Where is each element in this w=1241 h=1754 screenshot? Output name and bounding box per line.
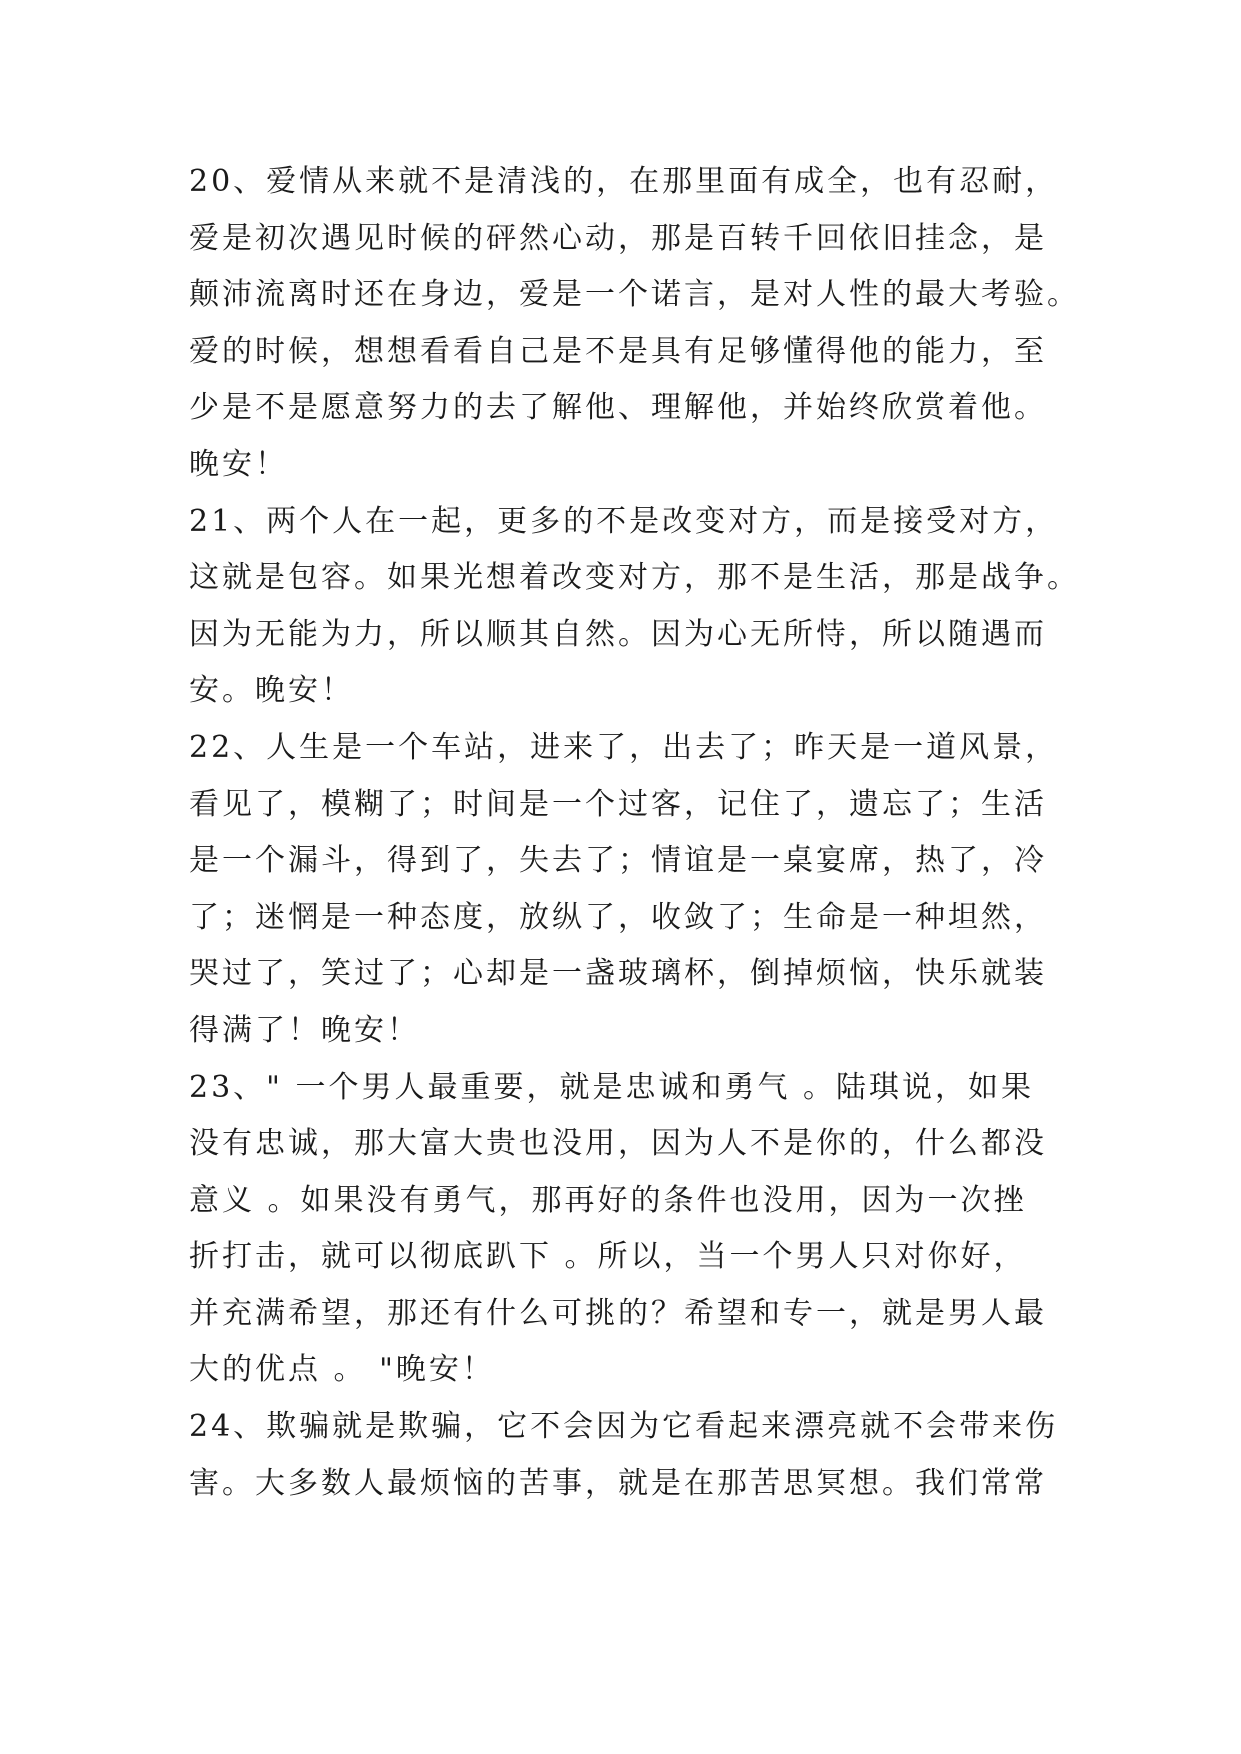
text-line: 了；迷惘是一种态度，放纵了，收敛了；生命是一种坦然， xyxy=(189,899,1047,935)
text-line: 24、欺骗就是欺骗，它不会因为它看起来漂亮就不会带来伤 xyxy=(189,1409,1059,1445)
document-body xyxy=(189,154,1080,1512)
text-line: 23、" 一个男人最重要，就是忠诚和勇气 。陆琪说，如果 xyxy=(189,1069,1035,1105)
text-line: 意义 。如果没有勇气，那再好的条件也没用，因为一次挫 xyxy=(189,1182,1027,1218)
text-line: 晚安！ xyxy=(189,446,288,482)
text-line: 爱是初次遇见时候的砰然心动，那是百转千回依旧挂念，是 xyxy=(189,220,1047,256)
text-line: 得满了！晚安！ xyxy=(189,1012,420,1048)
text-line: 21、两个人在一起，更多的不是改变对方，而是接受对方， xyxy=(189,503,1059,539)
text-line: 看见了，模糊了；时间是一个过客，记住了，遗忘了；生活 xyxy=(189,786,1047,822)
text-line: 少是不是愿意努力的去了解他、理解他，并始终欣赏着他。 xyxy=(189,390,1047,426)
text-line: 折打击，就可以彻底趴下 。所以，当一个男人只对你好， xyxy=(189,1239,1027,1275)
text-line: 22、人生是一个车站，进来了，出去了；昨天是一道风景， xyxy=(189,729,1059,765)
text-line: 这就是包容。如果光想着改变对方，那不是生活，那是战争。 xyxy=(189,560,1080,596)
text-line: 颠沛流离时还在身边，爱是一个诺言，是对人性的最大考验。 xyxy=(189,277,1080,313)
text-line: 是一个漏斗，得到了，失去了；情谊是一桌宴席，热了，冷 xyxy=(189,843,1047,879)
text-line: 大的优点 。 "晚安！ xyxy=(189,1352,495,1388)
text-line: 并充满希望，那还有什么可挑的？希望和专一，就是男人最 xyxy=(189,1295,1047,1331)
text-line: 没有忠诚，那大富大贵也没用，因为人不是你的，什么都没 xyxy=(189,1126,1047,1162)
text-line: 因为无能为力，所以顺其自然。因为心无所恃，所以随遇而 xyxy=(189,616,1047,652)
text-line: 20、爱情从来就不是清浅的，在那里面有成全，也有忍耐， xyxy=(189,164,1059,199)
text-line: 安。晚安！ xyxy=(189,673,354,709)
text-line: 害。大多数人最烦恼的苦事，就是在那苦思冥想。我们常常 xyxy=(189,1465,1047,1501)
text-line: 哭过了，笑过了；心却是一盏玻璃杯，倒掉烦恼，快乐就装 xyxy=(189,956,1047,992)
text-line: 爱的时候，想想看看自己是不是具有足够懂得他的能力，至 xyxy=(189,333,1047,369)
